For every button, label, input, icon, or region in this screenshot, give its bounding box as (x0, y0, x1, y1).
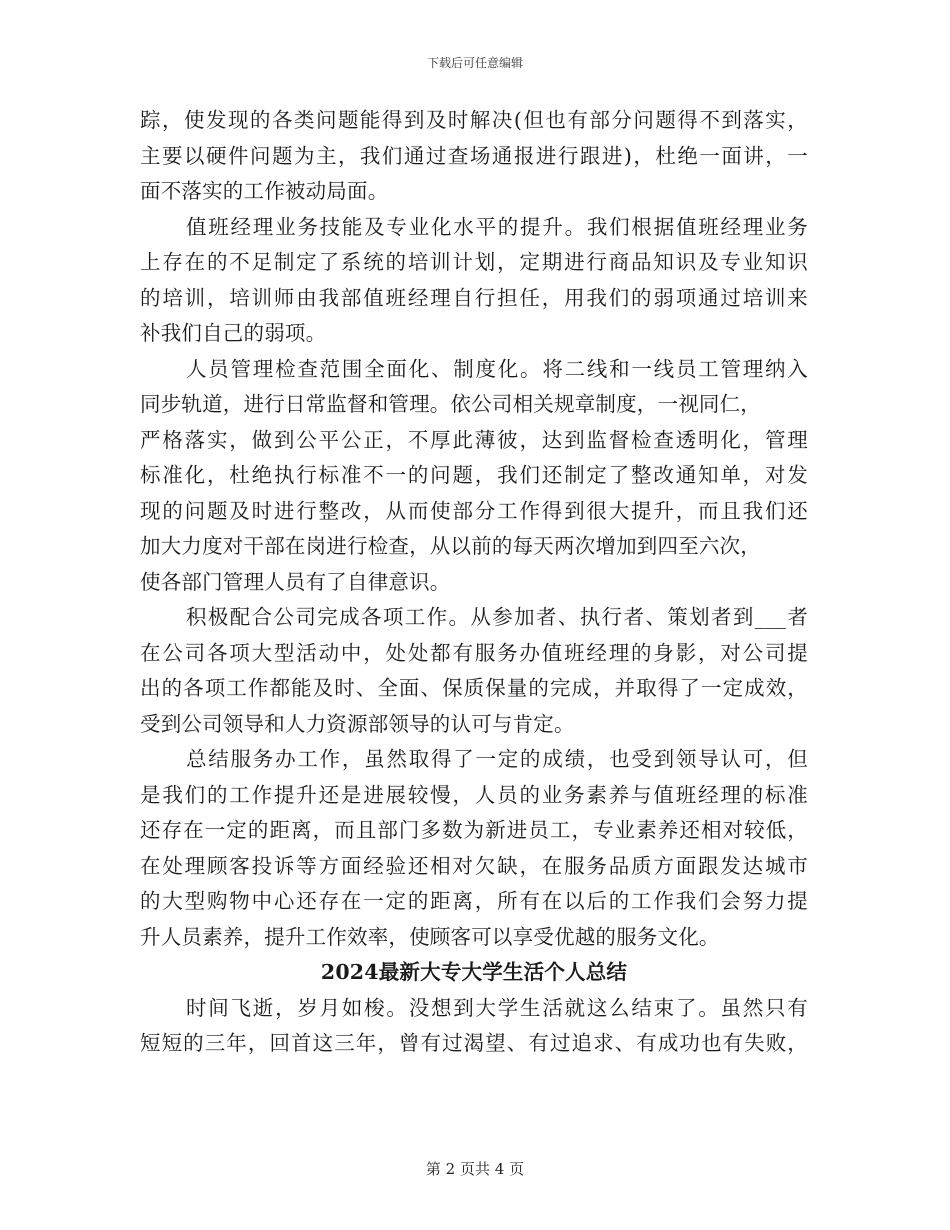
paragraph-start-line: 值班经理业务技能及专业化水平的提升。我们根据值班经理业务 (186, 214, 808, 239)
text-line: 的培训，培训师由我部值班经理自行担任，用我们的弱项通过培训来 (140, 285, 808, 310)
text-line: 上存在的不足制定了系统的培训计划，定期进行商品知识及专业知识 (140, 250, 808, 274)
text-line: 加大力度对干部在岗进行检查，从以前的每天两次增加到四至六次， (140, 534, 761, 558)
text-line: 补我们自己的弱项。 (140, 321, 327, 345)
text-line: 标准化，杜绝执行标准不一的问题，我们还制定了整改通知单，对发 (140, 463, 808, 487)
text-line: 升人员素养，提升工作效率，使顾客可以享受优越的服务文化。 (140, 924, 720, 949)
text-line: 主要以硬件问题为主，我们通过查场通报进行跟进)，杜绝一面讲，一 (140, 143, 808, 168)
paragraph-start-line: 总结服务办工作，虽然取得了一定的成绩，也受到领导认可，但 (186, 747, 808, 771)
paragraph-start-line: 人员管理检查范围全面化、制度化。将二线和一线员工管理纳入 (186, 356, 808, 381)
text-line: 还存在一定的距离，而且部门多数为新进员工，专业素养还相对较低， (140, 818, 808, 842)
text-line: 短短的三年，回首这三年，曾有过渴望、有过追求、有成功也有失败， (140, 1031, 808, 1055)
text-line: 使各部门管理人员有了自律意识。 (140, 569, 451, 594)
text-line: 同步轨道，进行日常监督和管理。依公司相关规章制度，一视同仁， (140, 392, 761, 416)
text-line: 面不落实的工作被动局面。 (140, 179, 389, 203)
text-line: 现的问题及时进行整改，从而使部分工作得到很大提升，而且我们还 (140, 498, 808, 523)
paragraph-start-line: 时间飞逝，岁月如梭。没想到大学生活就这么结束了。虽然只有 (186, 995, 808, 1020)
document-body (140, 103, 808, 1062)
text-line: 在处理顾客投诉等方面经验还相对欠缺，在服务品质方面跟发达城市 (140, 853, 808, 878)
text-line: 是我们的工作提升还是进展较慢，人员的业务素养与值班经理的标准 (140, 782, 808, 807)
page-footer: 第 2 页共 4 页 (425, 1160, 525, 1178)
paragraph-start-line: 积极配合公司完成各项工作。从参加者、执行者、策划者到___者 (186, 605, 808, 629)
text-line: 在公司各项大型活动中，处处都有服务办值班经理的身影，对公司提 (140, 640, 808, 665)
text-line: 受到公司领导和人力资源部领导的认可与肯定。 (140, 711, 575, 736)
text-line: 的大型购物中心还存在一定的距离，所有在以后的工作我们会努力提 (140, 889, 808, 913)
text-line: 出的各项工作都能及时、全面、保质保量的完成，并取得了一定成效， (140, 676, 808, 700)
text-line: 踪，使发现的各类问题能得到及时解决(但也有部分问题得不到落实， (140, 108, 808, 132)
page-header: 下载后可任意编辑 (426, 56, 523, 70)
text-line: 严格落实，做到公平公正，不厚此薄彼，达到监督检查透明化，管理 (140, 427, 808, 452)
section-title: 2024最新大专大学生活个人总结 (320, 960, 628, 984)
